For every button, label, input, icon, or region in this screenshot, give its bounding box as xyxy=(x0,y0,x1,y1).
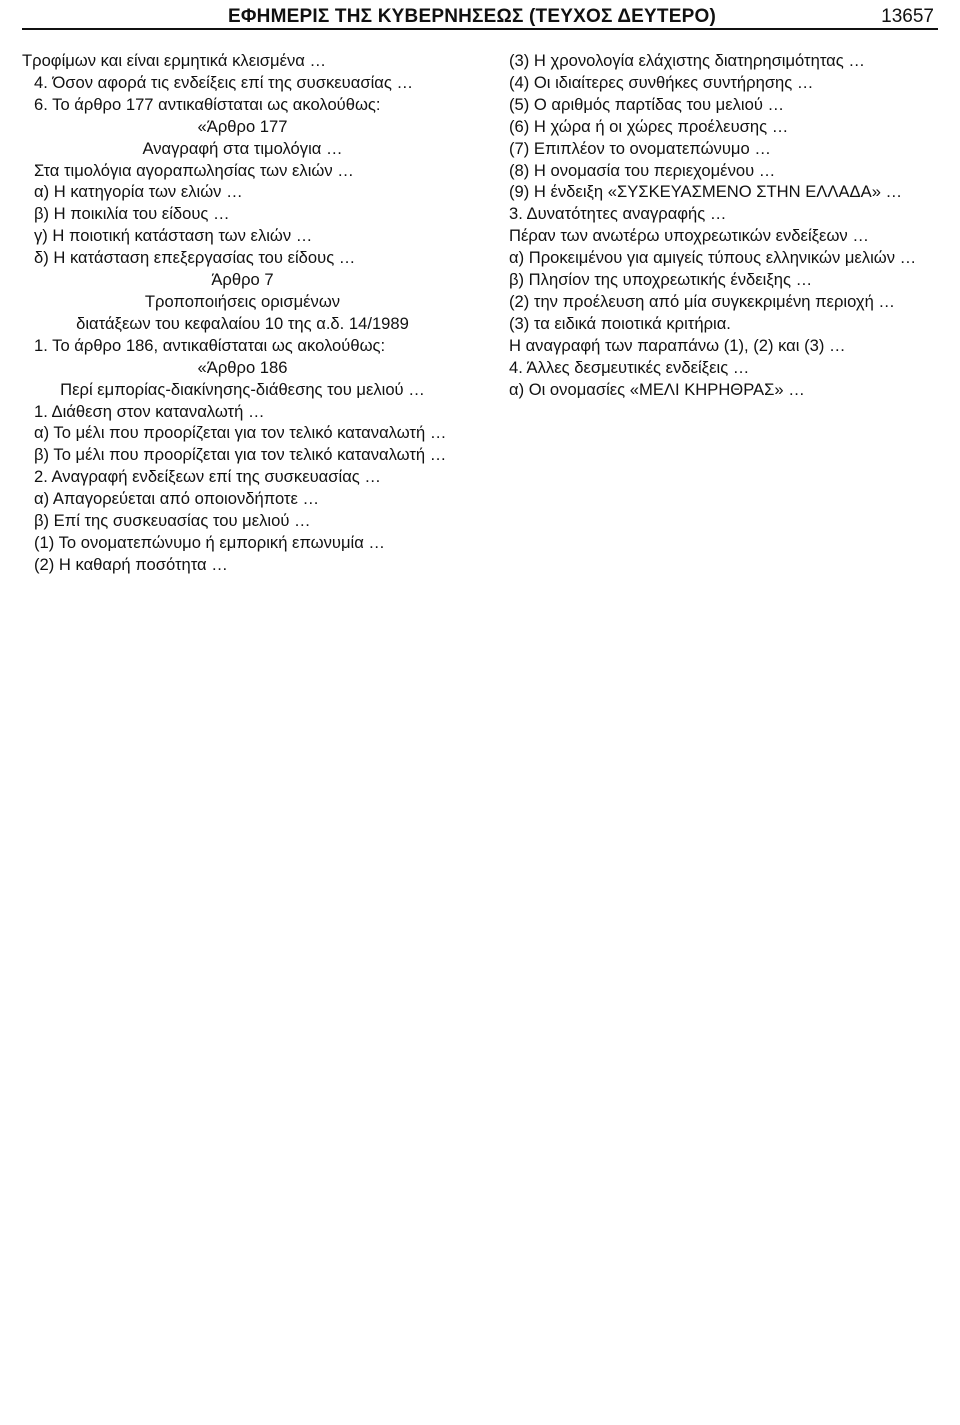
left-column-paragraph: β) Το μέλι που προορίζεται για τον τελικό καταναλωτή … xyxy=(34,445,447,465)
page-number: 13657 xyxy=(881,6,934,27)
right-column-paragraph: Πέραν των ανωτέρω υποχρεωτικών ενδείξεων … xyxy=(509,226,869,246)
left-column-paragraph: διατάξεων του κεφαλαίου 10 της α.δ. 14/1989 xyxy=(76,313,409,333)
text-columns xyxy=(22,50,938,576)
left-column-paragraph: Τροποποιήσεις ορισμένων xyxy=(144,291,341,311)
right-column-paragraph: 3. Δυνατότητες αναγραφής … xyxy=(509,204,727,224)
left-column-paragraph: 4. Όσον αφορά τις ενδείξεις επί της συσκευασίας … xyxy=(34,72,414,92)
left-column-paragraph: 2. Αναγραφή ενδείξεων επί της συσκευασίας … xyxy=(34,467,382,487)
right-column-paragraph: α) Προκειμένου για αμιγείς τύπους ελληνικών μελιών … xyxy=(509,248,917,268)
left-column-paragraph: α) Το μέλι που προορίζεται για τον τελικό καταναλωτή … xyxy=(34,423,447,443)
left-column-paragraph: 1. Το άρθρο 186, αντικαθίσταται ως ακολούθως: xyxy=(34,335,386,355)
left-column-paragraph: (2) Η καθαρή ποσότητα … xyxy=(34,554,228,574)
right-column-paragraph: 4. Άλλες δεσμευτικές ενδείξεις … xyxy=(509,357,750,377)
page-header xyxy=(22,0,938,30)
right-column-paragraph: (8) Η ονομασία του περιεχομένου … xyxy=(509,160,776,180)
left-column-paragraph: 6. Το άρθρο 177 αντικαθίσταται ως ακολούθως: xyxy=(34,94,381,114)
right-column-paragraph: (7) Επιπλέον το ονοματεπώνυμο … xyxy=(509,138,771,158)
right-column-paragraph: (5) Ο αριθμός παρτίδας του μελιού … xyxy=(509,94,785,114)
left-column-paragraph: Άρθρο 7 xyxy=(211,270,274,290)
left-column-paragraph: β) Η ποικιλία του είδους … xyxy=(34,204,230,224)
left-column-paragraph: «Άρθρο 186 xyxy=(197,357,288,377)
right-column-paragraph: (3) τα ειδικά ποιοτικά κριτήρια. xyxy=(509,313,731,333)
left-column-paragraph: 1. Διάθεση στον καταναλωτή … xyxy=(34,401,265,421)
right-column-paragraph: (9) Η ένδειξη «ΣΥΣΚΕΥΑΣΜΕΝΟ ΣΤΗΝ ΕΛΛΑΔΑ» … xyxy=(509,182,903,202)
left-column-paragraph: «Άρθρο 177 xyxy=(197,116,288,136)
right-column-paragraph: (4) Οι ιδιαίτερες συνθήκες συντήρησης … xyxy=(509,72,814,92)
left-column-paragraph: γ) Η ποιοτική κατάσταση των ελιών … xyxy=(34,226,313,246)
right-column-paragraph: α) Οι ονομασίες «ΜΕΛΙ ΚΗΡΗΘΡΑΣ» … xyxy=(509,379,805,399)
right-column-paragraph: Η αναγραφή των παραπάνω (1), (2) και (3) … xyxy=(509,335,846,355)
right-column-paragraph: (2) την προέλευση από μία συγκεκριμένη περιοχή … xyxy=(509,291,895,311)
left-column-paragraph: Στα τιμολόγια αγοραπωλησίας των ελιών … xyxy=(34,160,354,180)
right-column-paragraph: (6) Η χώρα ή οι χώρες προέλευσης … xyxy=(509,116,789,136)
left-column-paragraph: α) Η κατηγορία των ελιών … xyxy=(34,182,243,202)
left-column-paragraph: β) Επί της συσκευασίας του μελιού … xyxy=(34,511,311,531)
gazette-title: ΕΦΗΜΕΡΙΣ ΤΗΣ ΚΥΒΕΡΝΗΣΕΩΣ (ΤΕΥΧΟΣ ΔΕΥΤΕΡΟ) xyxy=(228,6,716,27)
left-column-paragraph: δ) Η κατάσταση επεξεργασίας του είδους … xyxy=(34,248,356,268)
left-column-paragraph: (1) Το ονοματεπώνυμο ή εμπορική επωνυμία … xyxy=(34,532,386,552)
right-column-paragraph: β) Πλησίον της υποχρεωτικής ένδειξης … xyxy=(509,270,813,290)
left-column xyxy=(22,50,463,576)
left-column-paragraph: α) Απαγορεύεται από οποιονδήποτε … xyxy=(34,489,320,509)
right-column-paragraph: (3) Η χρονολογία ελάχιστης διατηρησιμότητας … xyxy=(509,51,865,70)
left-column-paragraph: Αναγραφή στα τιμολόγια … xyxy=(142,138,343,158)
left-column-paragraph: Τροφίμων και είναι ερμητικά κλεισμένα … xyxy=(22,51,327,70)
left-column-paragraph: Περί εμπορίας-διακίνησης-διάθεσης του μελιού … xyxy=(60,379,425,399)
right-column xyxy=(497,50,938,576)
